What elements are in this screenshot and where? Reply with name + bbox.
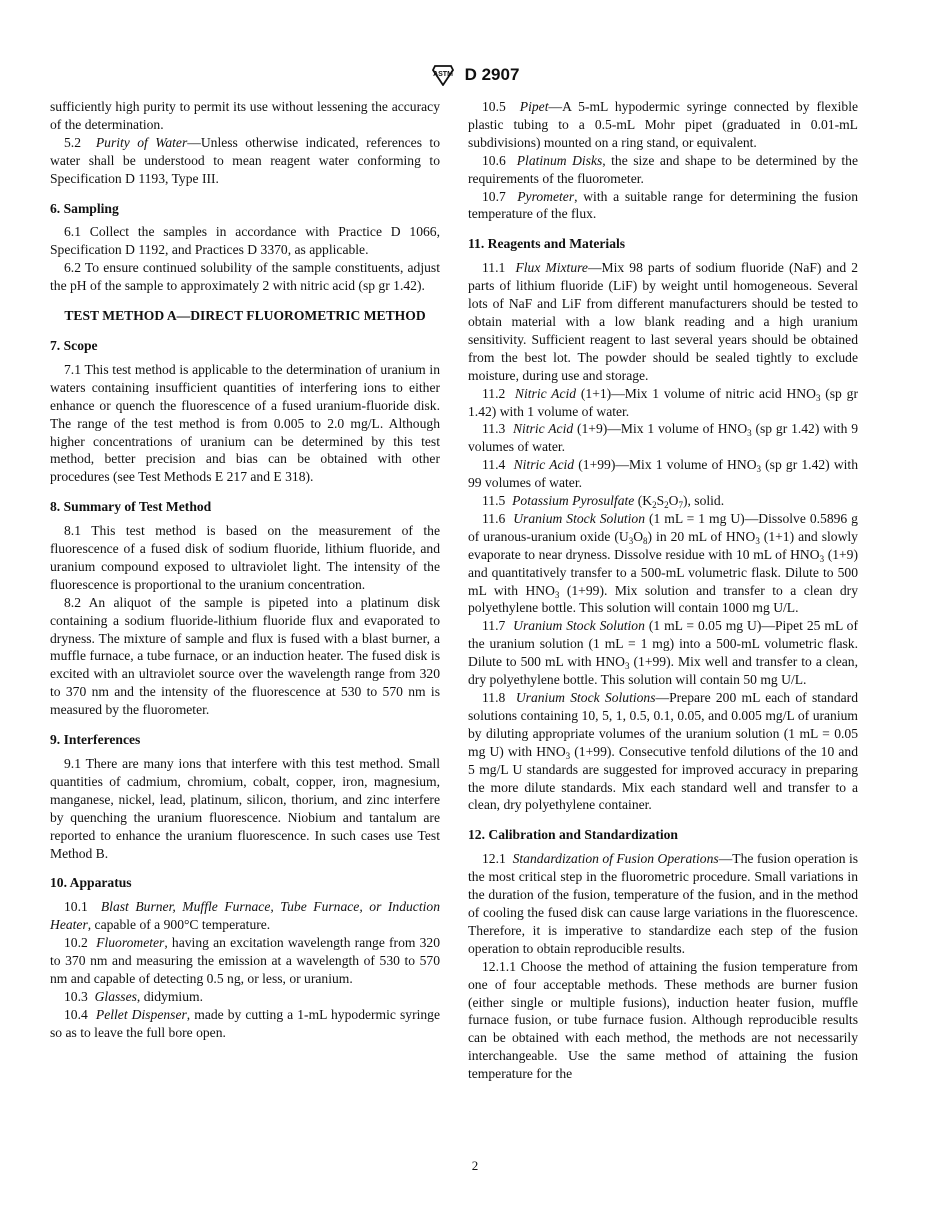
paragraph-11-6: 11.6 Uranium Stock Solution (1 mL = 1 mg U)—Dissolve 0.5896 g of uranous-uranium oxide $(U_3O_8)$ in 20 mL of $HNO_3$ (1+1) and slowly evaporate to near dryness. Dissolve residue with 10 mL of $HNO_3$ (1+9) and quantitatively transfer to a 500-mL volumetric flask. Dilute to 500 mL with $HNO_3$ (1+99). Mix solution and transfer to a clean dry polyethylene bottle. This solution will contain 1000 mg U/L. xyxy=(468,510,859,616)
paragraph-11-4: 11.4 Nitric Acid (1+99)—Mix 1 volume of $HNO_3$ (sp gr 1.42) with 99 volumes of water. xyxy=(468,457,858,491)
right-column xyxy=(468,98,858,1083)
paragraph-10-6: 10.6 Platinum Disks, the size and shape to be determined by the requirements of the fluorometer. xyxy=(468,152,859,186)
section-heading-6: 6. Sampling xyxy=(50,200,119,216)
section-heading-8: 8. Summary of Test Method xyxy=(50,499,212,515)
paragraph-11-3: 11.3 Nitric Acid (1+9)—Mix 1 volume of $HNO_3$ (sp gr 1.42) with 9 volumes of water. xyxy=(468,421,858,455)
section-heading-9: 9. Interferences xyxy=(50,732,141,748)
section-heading-7: 7. Scope xyxy=(50,337,98,353)
paragraph-12-1: 12.1 Standardization of Fusion Operations—The fusion operation is the most critical step in the fluorometric procedure. Small variations in the duration of the fusion, temperature of the fusion, and in the method of cooling the fused disk can cause large variations in the fluorescence. Therefore, it is imperative to standardize each step of the fusion operation to obtain reproducible results. xyxy=(468,851,859,956)
paragraph-10-4: 10.4 Pellet Dispenser, made by cutting a 1-mL hypodermic syringe so as to leave the full bore open. xyxy=(50,1006,441,1040)
page-number: 2 xyxy=(471,1158,479,1173)
paragraph-12-1-1: 12.1.1 Choose the method of attaining the fusion temperature from one of four acceptable methods. These methods are burner fusion (either single or multiple fusions), induction heater fusion, muffle furnace fusion, or tube furnace fusion. Although reproducible results can be obtained with each method, the methods are not necessarily interchangeable. Use the same method of attaining the fusion temperature for the xyxy=(468,958,858,1082)
paragraph-10-2: 10.2 Fluorometer, having an excitation wavelength range from 320 to 370 nm and measuring the emission at a wavelength of 530 to 570 nm and capable of detecting 0.5 ng, or less, or uranium. xyxy=(50,935,441,986)
paragraph-6-1: 6.1 Collect the samples in accordance with Practice D 1066, Specification D 1192, and Practices D 3370, as applicable. xyxy=(50,224,440,258)
paragraph-6-2: 6.2 To ensure continued solubility of the sample constituents, adjust the pH of the sample to approximately 2 with nitric acid (sp gr 1.42). xyxy=(50,260,440,294)
method-a-heading: TEST METHOD A—DIRECT FLUOROMETRIC METHOD xyxy=(64,308,426,324)
paragraph-11-2: 11.2 Nitric Acid (1+1)—Mix 1 volume of nitric acid $HNO_3$ (sp gr 1.42) with 1 volume of water. xyxy=(468,385,858,419)
paragraph-8-2: 8.2 An aliquot of the sample is pipeted into a platinum disk containing a sodium fluoride-lithium fluoride flux and evaporated to dryness. The mixture of sample and flux is fused with a blast burner, a muffle furnace, a tube furnace, or an induction heater. The fused disk is excited with an ultraviolet source over the wavelength range from 320 to 370 nm and the intensity of the fluorescence at 530 to 570 nm is measured by the fluorometer. xyxy=(50,594,440,718)
section-heading-10: 10. Apparatus xyxy=(50,875,132,891)
paragraph-8-1: 8.1 This test method is based on the measurement of the fluorescence of a fused disk of sodium fluoride, lithium fluoride, and uranium compound exposed to ultraviolet light. The intensity of the fluorescence is proportional to the uranium concentration. xyxy=(50,523,440,592)
document-designation: D 2907 xyxy=(464,65,520,84)
svg-text:ASTM: ASTM xyxy=(432,71,453,78)
paragraph-11-1: 11.1 Flux Mixture—Mix 98 parts of sodium fluoride (NaF) and 2 parts of lithium fluoride (LiF) by weight until homogeneous. Several lots of NaF and LiF from different manufacturers should be tested to obtain material with a low blank reading and a high uranium sensitivity. Sufficient reagent to last several years should be obtained from the best lot. The powder should be sealed tightly to exclude moisture, during use and storage. xyxy=(468,260,859,383)
paragraph-10-3: 10.3 Glasses, didymium. xyxy=(64,988,203,1004)
astm-logo-icon xyxy=(431,64,455,86)
paragraph-11-5: 11.5 Potassium Pyrosulfate $(K_2S_2O_7)$, solid. xyxy=(482,493,725,511)
paragraph-10-5: 10.5 Pipet—A 5-mL hypodermic syringe connected by flexible plastic tubing to a 0.5-mL Mohr pipet (graduated in 0.01-mL subdivisions) mounted on a ring stand, or equivalent. xyxy=(468,99,859,150)
section-heading-12: 12. Calibration and Standardization xyxy=(468,827,678,843)
left-column xyxy=(50,98,440,1042)
paragraph-10-1: 10.1 Blast Burner, Muffle Furnace, Tube Furnace, or Induction Heater, capable of a 900°C temperature. xyxy=(50,899,440,933)
paragraph-9-1: 9.1 There are many ions that interfere with this test method. Small quantities of cadmium, chromium, cobalt, copper, iron, magnesium, manganese, nickel, lead, platinum, silicon, thorium, and zinc interfere by quenching the uranium fluorescence. Niobium and tantalum are reported to enhance the uranium fluorescence. In such cases use Test Method B. xyxy=(50,756,440,861)
paragraph-10-7: 10.7 Pyrometer, with a suitable range for determining the fusion temperature of the flux. xyxy=(468,188,859,222)
paragraph-5-2: 5.2 Purity of Water—Unless otherwise indicated, references to water shall be understood to mean reagent water conforming to Specification D 1193, Type III. xyxy=(50,134,441,186)
paragraph-11-8: 11.8 Uranium Stock Solutions—Prepare 200 mL each of standard solutions containing 10, 5, 1, 0.5, 0.1, 0.05, and 0.005 mg/L of uranium by diluting appropriate volumes of the uranium solution (1 mL = 0.05 mg U) with $HNO_3$ (1+99). Consecutive tenfold dilutions of the 10 and 5 mg/L U standards are suggested for improved accuracy in preparing the more dilute standards. Mix each standard well and transfer to a clean, dry polyethylene container. xyxy=(468,690,859,813)
paragraph-continued: sufficiently high purity to permit its use without lessening the accuracy of the determination. xyxy=(50,99,440,132)
paragraph-11-7: 11.7 Uranium Stock Solution (1 mL = 0.05 mg U)—Pipet 25 mL of the uranium solution (1 mL = 1 mg) into a 500-mL volumetric flask. Dilute to 500 mL with $HNO_3$ (1+99). Mix well and transfer to a clean, dry polyethylene bottle. This solution will contain 50 mg U/L. xyxy=(468,618,858,688)
page-header xyxy=(0,64,950,86)
paragraph-7-1: 7.1 This test method is applicable to the determination of uranium in waters containing insufficient quantities of interfering ions to either enhance or quench the fluorescence of a fused uranium-fluoride disk. The range of the test method is from 0.005 to 2.0 mg/L. Although higher concentrations of uranium can be determined by this test method, better precision and bias can be obtained with other procedures (see Test Methods E 217 and E 318). xyxy=(50,361,440,485)
section-heading-11: 11. Reagents and Materials xyxy=(468,236,626,252)
